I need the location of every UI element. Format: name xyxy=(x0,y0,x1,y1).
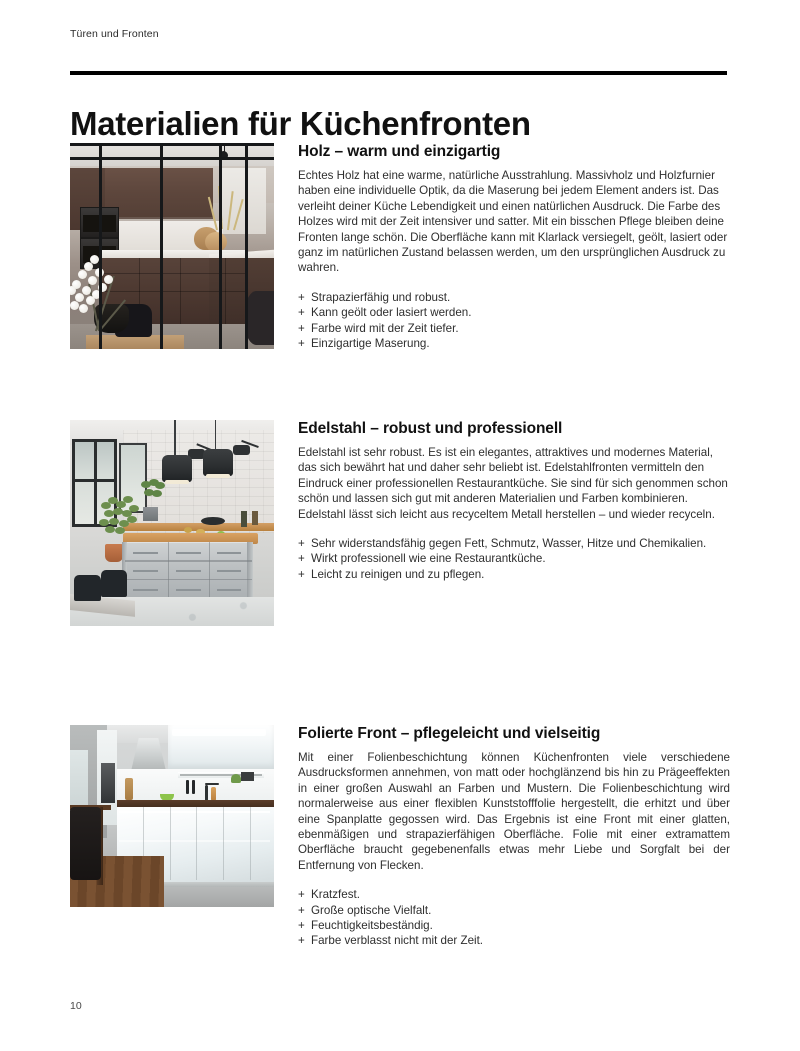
section-text-holz xyxy=(298,143,730,351)
list-item-label: Kratzfest. xyxy=(311,888,360,902)
list-item xyxy=(298,536,730,551)
page-number: 10 xyxy=(70,1000,82,1012)
plus-icon: + xyxy=(298,290,305,304)
plus-icon: + xyxy=(298,337,305,351)
list-item-label: Sehr widerstandsfähig gegen Fett, Schmutz, Wasser, Hitze und Chemikalien. xyxy=(311,537,707,551)
list-item-label: Kann geölt oder lasiert werden. xyxy=(311,306,472,320)
section-image-folierte-front xyxy=(70,725,274,907)
benefit-list-edelstahl xyxy=(298,536,730,582)
list-item xyxy=(298,887,730,902)
list-item xyxy=(298,933,730,948)
section-paragraph-edelstahl: Edelstahl ist sehr robust. Es ist ein elegantes, attraktives und modernes Material, das sich bewährt hat und daher sehr beliebt ist. Edelstahlfronten vermitteln den Eindruck einer professionellen Restaurantküche. Sie sind für sich genommen schon schön und lassen sich gut mit anderen Materialien und Farben kombinieren. Edelstahl lässt sich leicht aus recyceltem Metall herstellen – und wieder recyceln. xyxy=(298,446,728,521)
list-item xyxy=(298,290,730,305)
plus-icon: + xyxy=(298,888,305,902)
list-item xyxy=(298,551,730,566)
section-paragraph-holz: Echtes Holz hat eine warme, natürliche Ausstrahlung. Massivholz und Holzfurnier haben eine individuelle Optik, da die Maserung bei jedem Element anders ist. Das verleiht deiner Küche Lebendigkeit und einen natürlichen Ausdruck. Die Farbe des Holzes wird mit der Zeit intensiver und satter. Mit ein bisschen Pflege bleiben deine Fronten lange schön. Die Oberfläche kann mit Klarlack versiegelt, geölt, lasiert oder ganz im natürlichen Zustand belassen werden, um den ursprünglichen Ausdruck zu wahren. xyxy=(298,169,728,275)
plus-icon: + xyxy=(298,934,305,948)
plus-icon: + xyxy=(298,321,305,335)
plus-icon: + xyxy=(298,567,305,581)
list-item xyxy=(298,903,730,918)
list-item-label: Strapazierfähig und robust. xyxy=(311,290,451,304)
section-image-holz xyxy=(70,143,274,349)
list-item-label: Wirkt professionell wie eine Restaurantküche. xyxy=(311,552,546,566)
benefit-list-holz xyxy=(298,290,730,352)
plus-icon: + xyxy=(298,537,305,551)
list-item-label: Farbe verblasst nicht mit der Zeit. xyxy=(311,934,484,948)
section-heading-edelstahl: Edelstahl – robust und professionell xyxy=(298,420,563,437)
plus-icon: + xyxy=(298,552,305,566)
section-paragraph-folierte-front: Mit einer Folienbeschichtung können Küchenfronten viele verschiedene Ausdrucksformen annehmen, von matt oder hochglänzend bis hin zu Prägeeffekten in einer großen Auswahl an Farben und Mustern. Die Folienbeschichtung wird normalerweise aus einer flexiblen Kunststofffolie hergestellt, die erhitzt und über eine Spanplatte gegossen wird. Das Ergebnis ist eine Front mit einer glatten, ebenmäßigen und strapazierfähigen Oberfläche. Folie mit einer extramattem Oberfläche braucht gegebenenfalls etwas mehr Liebe und Sorgfalt bei der Entfernung von Flecken. xyxy=(298,751,730,872)
section-image-edelstahl xyxy=(70,420,274,626)
list-item xyxy=(298,321,730,336)
section-heading-holz: Holz – warm und einzigartig xyxy=(298,143,501,160)
section-heading-folierte-front: Folierte Front – pflegeleicht und vielseitig xyxy=(298,725,601,742)
page-title: Materialien für Küchenfronten xyxy=(70,105,531,143)
benefit-list-folierte-front xyxy=(298,887,730,949)
title-rule xyxy=(70,71,727,75)
list-item xyxy=(298,918,730,933)
list-item xyxy=(298,567,730,582)
list-item xyxy=(298,305,730,320)
plus-icon: + xyxy=(298,919,305,933)
list-item-label: Farbe wird mit der Zeit tiefer. xyxy=(311,321,459,335)
section-text-edelstahl xyxy=(298,420,730,582)
list-item-label: Große optische Vielfalt. xyxy=(311,903,432,917)
list-item-label: Leicht zu reinigen und zu pflegen. xyxy=(311,567,485,581)
plus-icon: + xyxy=(298,306,305,320)
plus-icon: + xyxy=(298,903,305,917)
running-head: Türen und Fronten xyxy=(70,28,159,40)
list-item-label: Feuchtigkeitsbeständig. xyxy=(311,919,433,933)
list-item xyxy=(298,336,730,351)
list-item-label: Einzigartige Maserung. xyxy=(311,337,430,351)
section-text-folierte-front xyxy=(298,725,730,949)
